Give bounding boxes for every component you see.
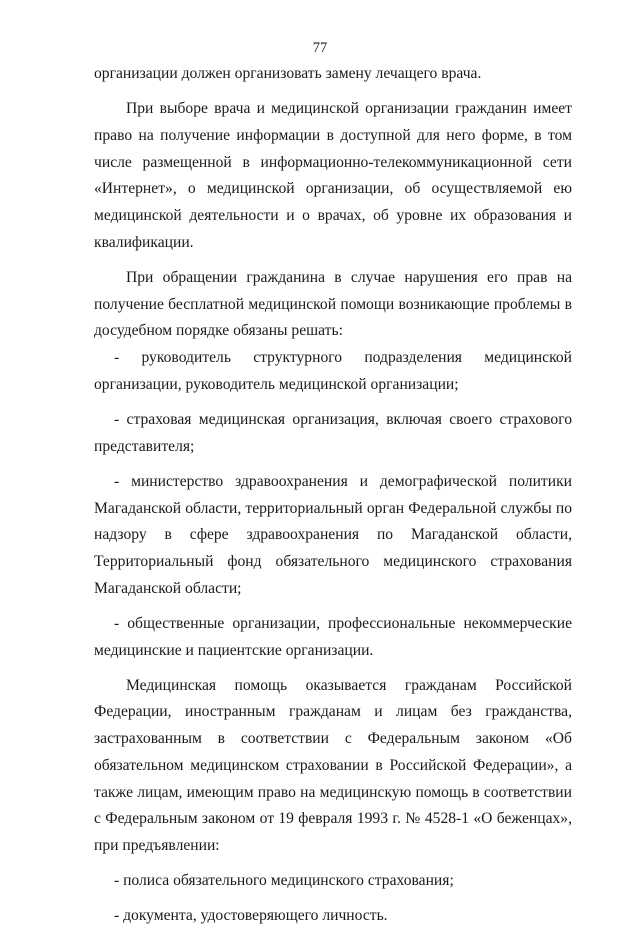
paragraph-information-rights: При выборе врача и медицинской организации гражданин имеет право на получение информации в доступной для него форме, в том числе размещенной в информационно-телекоммуникационной сети «Интернет», о медицинской организации, об осуществляемой ею медицинской деятельности и о врачах, об уровне их образования и квалификации. <box>94 100 572 251</box>
page-number: 77 <box>312 40 328 56</box>
list-item: - документа, удостоверяющего личность. <box>114 907 388 925</box>
paragraph-medical-care-provision: Медицинская помощь оказывается гражданам Российской Федерации, иностранным гражданам и лицам без гражданства, застрахованным в соответствии с Федеральным законом «Об обязательном медицинском страховании в Российской Федерации», а также лицам, имеющим право на медицинскую помощь в соответствии с Федеральным законом от 19 февраля 1993 г. № 4528-1 «О беженцах», при предъявлении: <box>94 676 572 854</box>
list-item: - полиса обязательного медицинского страхования; <box>114 872 454 890</box>
document-body <box>94 61 572 930</box>
paragraph-continuation: организации должен организовать замену лечащего врача. <box>94 65 482 82</box>
list-item: - министерство здравоохранения и демографической политики Магаданской области, территориальный орган Федеральной службы по надзору в сфере здравоохранения по Магаданской области, Территориальный фонд обязательного медицинского страхования Магаданской области; <box>94 472 572 597</box>
list-item: - страховая медицинская организация, включая своего страхового представителя; <box>94 410 572 455</box>
paragraph-pretrial-resolution: При обращении гражданина в случае нарушения его прав на получение бесплатной медицинской помощи возникающие проблемы в досудебном порядке обязаны решать: <box>94 268 572 340</box>
list-item: - руководитель структурного подразделения медицинской организации, руководитель медицинской организации; <box>94 349 572 393</box>
list-item: - общественные организации, профессиональные некоммерческие медицинские и пациентские организации. <box>94 614 572 659</box>
